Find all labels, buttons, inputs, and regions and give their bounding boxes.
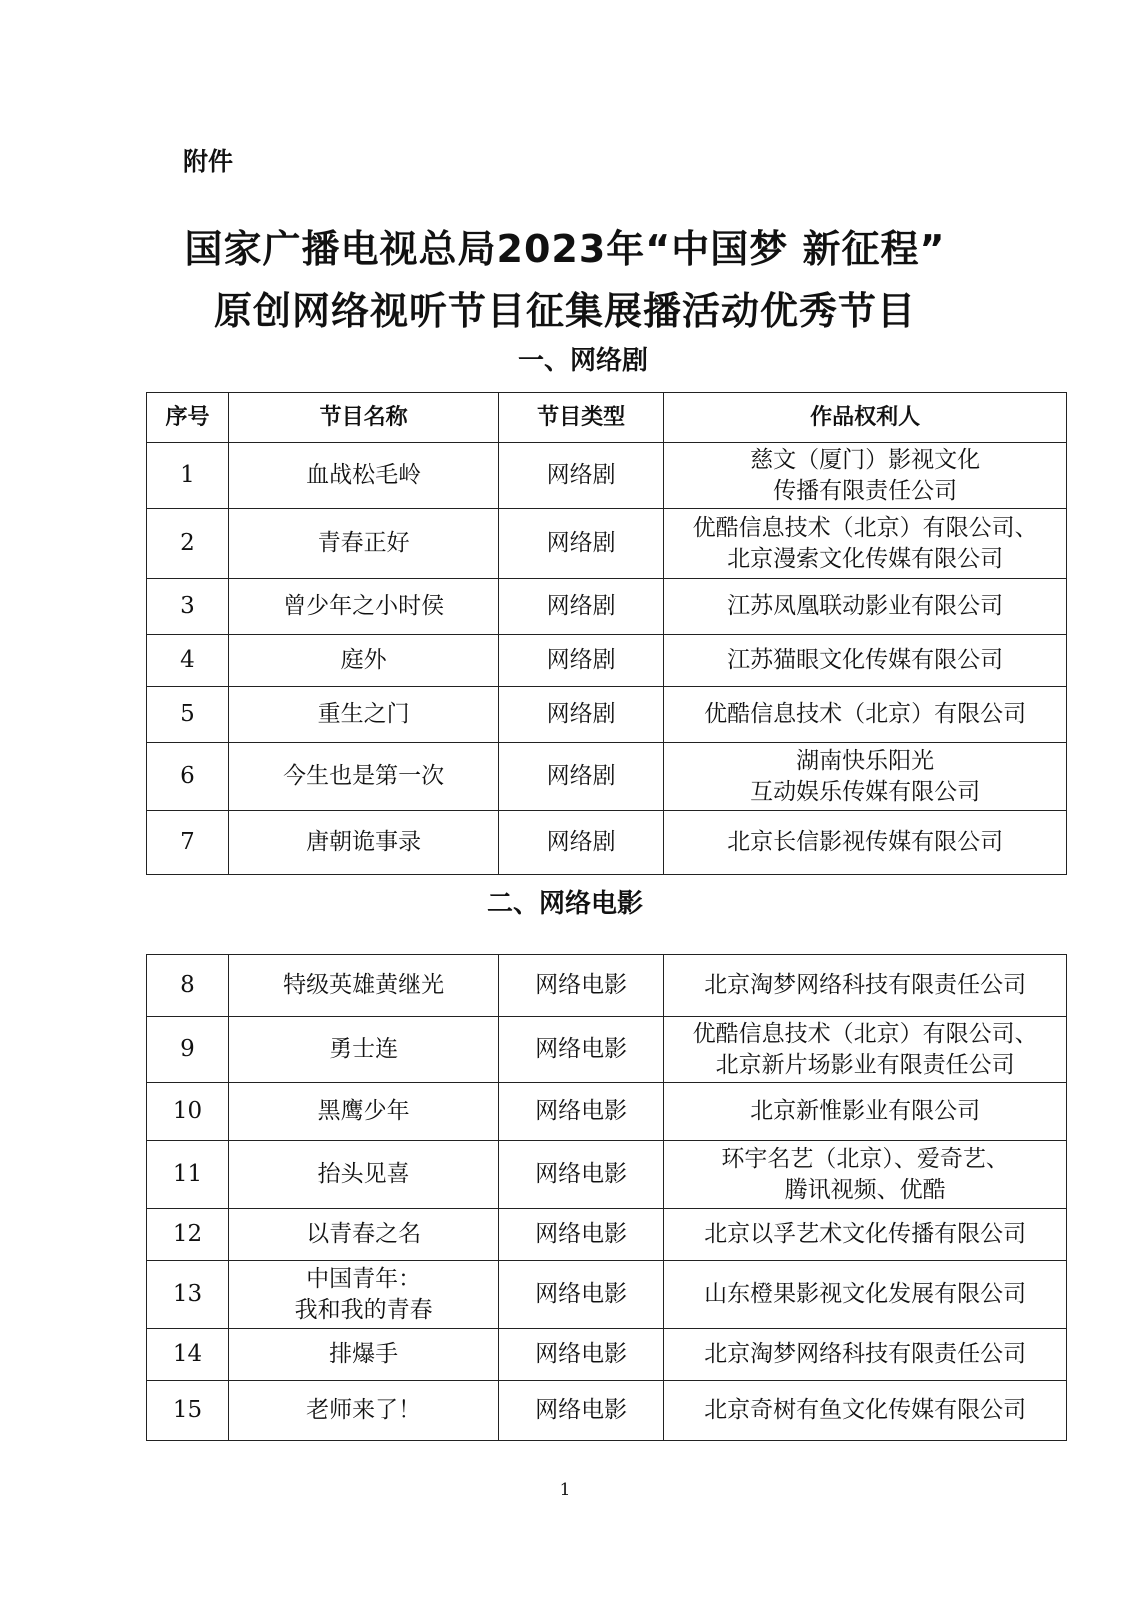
- program-name-line: 黑鹰少年: [317, 1098, 410, 1124]
- rights-holder: [664, 955, 1067, 1017]
- row-number: 14: [147, 1329, 229, 1381]
- rights-holder-line: 互动娱乐传媒有限公司: [750, 778, 981, 805]
- rights-holder-line: 江苏凤凰联动影业有限公司: [727, 593, 1004, 619]
- rights-holder-line: 北京奇树有鱼文化传媒有限公司: [704, 1397, 1027, 1423]
- program-type: 网络电影: [499, 1329, 664, 1381]
- program-type: 网络电影: [499, 1261, 664, 1329]
- program-type: 网络电影: [499, 1381, 664, 1441]
- program-type: 网络电影: [499, 1141, 664, 1209]
- table-row: [147, 635, 1067, 687]
- row-number: 7: [147, 811, 229, 875]
- program-type: 网络剧: [499, 443, 664, 509]
- rights-holder: [664, 579, 1067, 635]
- rights-holder-line: 传播有限责任公司: [773, 477, 958, 504]
- row-number: 13: [147, 1261, 229, 1329]
- page-number: 1: [559, 1480, 571, 1500]
- program-name: [228, 1083, 498, 1141]
- row-number: 11: [147, 1141, 229, 1209]
- program-name: 青春正好: [228, 509, 498, 579]
- program-name: 庭外: [228, 635, 498, 687]
- rights-holder-line: 环宇名艺（北京）、爱奇艺、: [721, 1145, 1009, 1172]
- program-name: [228, 1381, 498, 1441]
- program-name-line: 勇士连: [329, 1036, 399, 1062]
- program-name-line: 老师来了！: [306, 1397, 422, 1423]
- table-row: [147, 1141, 1067, 1209]
- program-name-line: 中国青年：: [306, 1265, 422, 1292]
- row-number: 8: [147, 955, 229, 1017]
- program-type: 网络电影: [499, 1209, 664, 1261]
- rights-holder: [664, 1141, 1067, 1209]
- row-number: 3: [147, 579, 229, 635]
- column-header-program-type: 节目类型: [499, 393, 664, 443]
- rights-holder: [664, 509, 1067, 579]
- table-header-row: [147, 393, 1067, 443]
- row-number: 12: [147, 1209, 229, 1261]
- program-name: [228, 1329, 498, 1381]
- table-row: [147, 1381, 1067, 1441]
- program-name: 血战松毛岭: [228, 443, 498, 509]
- rights-holder: [664, 635, 1067, 687]
- program-name-line: 排爆手: [329, 1341, 399, 1367]
- rights-holder: [664, 1017, 1067, 1083]
- program-name: 唐朝诡事录: [228, 811, 498, 875]
- program-name-line: 我和我的青春: [294, 1296, 433, 1323]
- program-name-line: 抬头见喜: [317, 1161, 410, 1187]
- program-type: 网络电影: [499, 955, 664, 1017]
- document-title-line-2: 原创网络视听节目征集展播活动优秀节目: [213, 289, 916, 333]
- column-header-program-name: 节目名称: [228, 393, 498, 443]
- program-name-line: 以青春之名: [306, 1221, 422, 1247]
- row-number: 10: [147, 1083, 229, 1141]
- table-row: [147, 687, 1067, 743]
- program-name: [228, 1017, 498, 1083]
- rights-holder-line: 北京新片场影业有限责任公司: [715, 1051, 1015, 1078]
- program-type: 网络剧: [499, 743, 664, 811]
- rights-holder-line: 北京漫索文化传媒有限公司: [727, 545, 1004, 572]
- table-row: [147, 811, 1067, 875]
- rights-holder: [664, 687, 1067, 743]
- rights-holder: [664, 1329, 1067, 1381]
- web-movies-table: [146, 954, 1067, 1441]
- table-row: [147, 443, 1067, 509]
- program-type: 网络剧: [499, 687, 664, 743]
- program-type: 网络剧: [499, 635, 664, 687]
- web-series-table: [146, 392, 1067, 875]
- rights-holder-line: 北京淘梦网络科技有限责任公司: [704, 972, 1027, 998]
- row-number: 6: [147, 743, 229, 811]
- row-number: 4: [147, 635, 229, 687]
- rights-holder: [664, 1381, 1067, 1441]
- row-number: 9: [147, 1017, 229, 1083]
- program-name: 今生也是第一次: [228, 743, 498, 811]
- row-number: 1: [147, 443, 229, 509]
- program-type: 网络剧: [499, 811, 664, 875]
- row-number: 15: [147, 1381, 229, 1441]
- rights-holder-line: 湖南快乐阳光: [796, 747, 935, 774]
- column-header-rights-holder: 作品权利人: [664, 393, 1067, 443]
- rights-holder: [664, 1083, 1067, 1141]
- program-type: 网络电影: [499, 1017, 664, 1083]
- rights-holder: [664, 1209, 1067, 1261]
- section-heading-web-movies: 二、网络电影: [486, 889, 643, 919]
- program-name: [228, 1209, 498, 1261]
- program-name: [228, 1141, 498, 1209]
- table-row: [147, 579, 1067, 635]
- table-row: [147, 743, 1067, 811]
- rights-holder: [664, 443, 1067, 509]
- rights-holder-line: 北京淘梦网络科技有限责任公司: [704, 1341, 1027, 1367]
- table-row: [147, 1261, 1067, 1329]
- rights-holder-line: 优酷信息技术（北京）有限公司、: [692, 1020, 1038, 1047]
- rights-holder: [664, 1261, 1067, 1329]
- rights-holder: [664, 743, 1067, 811]
- row-number: 5: [147, 687, 229, 743]
- rights-holder-line: 腾讯视频、优酷: [784, 1176, 946, 1203]
- section-heading-web-series: 一、网络剧: [517, 346, 648, 376]
- program-type: 网络电影: [499, 1083, 664, 1141]
- table-row: [147, 955, 1067, 1017]
- program-name: 重生之门: [228, 687, 498, 743]
- program-name: [228, 1261, 498, 1329]
- table-row: [147, 1017, 1067, 1083]
- program-type: 网络剧: [499, 579, 664, 635]
- rights-holder-line: 北京以孚艺术文化传播有限公司: [704, 1221, 1027, 1247]
- document-title-line-1: 国家广播电视总局2023年“中国梦 新征程”: [184, 227, 946, 271]
- rights-holder-line: 山东橙果影视文化发展有限公司: [704, 1281, 1027, 1307]
- column-header-number: 序号: [147, 393, 229, 443]
- table-row: [147, 1329, 1067, 1381]
- program-name: 曾少年之小时侯: [228, 579, 498, 635]
- row-number: 2: [147, 509, 229, 579]
- rights-holder-line: 优酷信息技术（北京）有限公司、: [692, 514, 1038, 541]
- rights-holder-line: 北京新惟影业有限公司: [750, 1098, 981, 1124]
- program-type: 网络剧: [499, 509, 664, 579]
- table-row: [147, 1083, 1067, 1141]
- table-row: [147, 509, 1067, 579]
- rights-holder-line: 北京长信影视传媒有限公司: [727, 829, 1004, 855]
- table-row: [147, 1209, 1067, 1261]
- rights-holder: [664, 811, 1067, 875]
- attachment-label: 附件: [183, 147, 234, 176]
- program-name: [228, 955, 498, 1017]
- program-name-line: 特级英雄黄继光: [283, 972, 445, 998]
- rights-holder-line: 江苏猫眼文化传媒有限公司: [727, 647, 1004, 673]
- rights-holder-line: 优酷信息技术（北京）有限公司: [704, 701, 1027, 727]
- rights-holder-line: 慈文（厦门）影视文化: [750, 446, 981, 473]
